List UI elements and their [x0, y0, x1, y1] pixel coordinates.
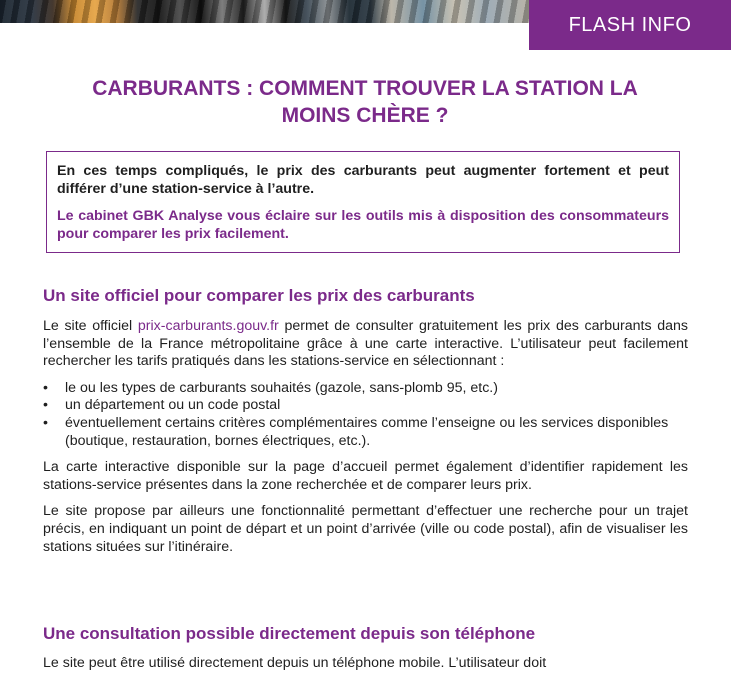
list-item: • un département ou un code postal: [43, 397, 281, 414]
criteria-list: [43, 380, 688, 450]
section-mobile: [43, 623, 688, 673]
section-paragraph: La carte interactive disponible sur la page d’accueil permet également d’identifier rapidement les stations-service présentes dans la zone recherchée et de comparer leurs prix.: [43, 459, 688, 493]
bullet-icon: •: [43, 379, 48, 396]
page-title: [40, 75, 690, 129]
section-paragraph: Le site officiel prix-carburants.gouv.fr permet de consulter gratuitement les prix des carburants dans l’ensemble de la France métropolitaine grâce à une carte interactive. L’utilisateur peut facilement rechercher les tarifs pratiqués dans les stations-service en sélectionnant :: [43, 318, 688, 370]
list-item: • éventuellement certains critères complémentaires comme l’enseigne ou les services disponibles (boutique, restauration, bornes électriques, etc.).: [43, 414, 669, 449]
prix-carburants-link[interactable]: prix-carburants.gouv.fr: [137, 318, 279, 334]
list-item: • le ou les types de carburants souhaités (gazole, sans-plomb 95, etc.): [43, 379, 498, 396]
header-banner-image: [0, 0, 529, 23]
section-paragraph: Le site propose par ailleurs une fonctionnalité permettant d’effectuer une recherche pour un trajet précis, en indiquant un point de départ et un point d’arrivée (ville ou code postal), afin de visualiser les stations situées sur l’itinéraire.: [43, 503, 688, 555]
intro-paragraph: En ces temps compliqués, le prix des carburants peut augmenter fortement et peut différer d’une station-service à l’autre.: [57, 163, 669, 197]
section-heading: Un site officiel pour comparer les prix des carburants: [43, 286, 475, 305]
section-paragraph: Le site peut être utilisé directement depuis un téléphone mobile. L’utilisateur doit: [43, 655, 547, 671]
intro-highlight-paragraph: Le cabinet GBK Analyse vous éclaire sur les outils mis à disposition des consommateurs pour comparer les prix facilement.: [57, 208, 669, 242]
bullet-icon: •: [43, 414, 48, 431]
bullet-icon: •: [43, 397, 48, 414]
page-title-line-1: CARBURANTS : COMMENT TROUVER LA STATION LA: [92, 77, 638, 100]
section-official-site: [43, 285, 688, 556]
page-title-line-2: MOINS CHÈRE ?: [281, 104, 449, 127]
intro-box: [46, 151, 680, 253]
flash-info-badge: FLASH INFO: [529, 0, 731, 50]
section-heading: Une consultation possible directement depuis son téléphone: [43, 624, 536, 643]
